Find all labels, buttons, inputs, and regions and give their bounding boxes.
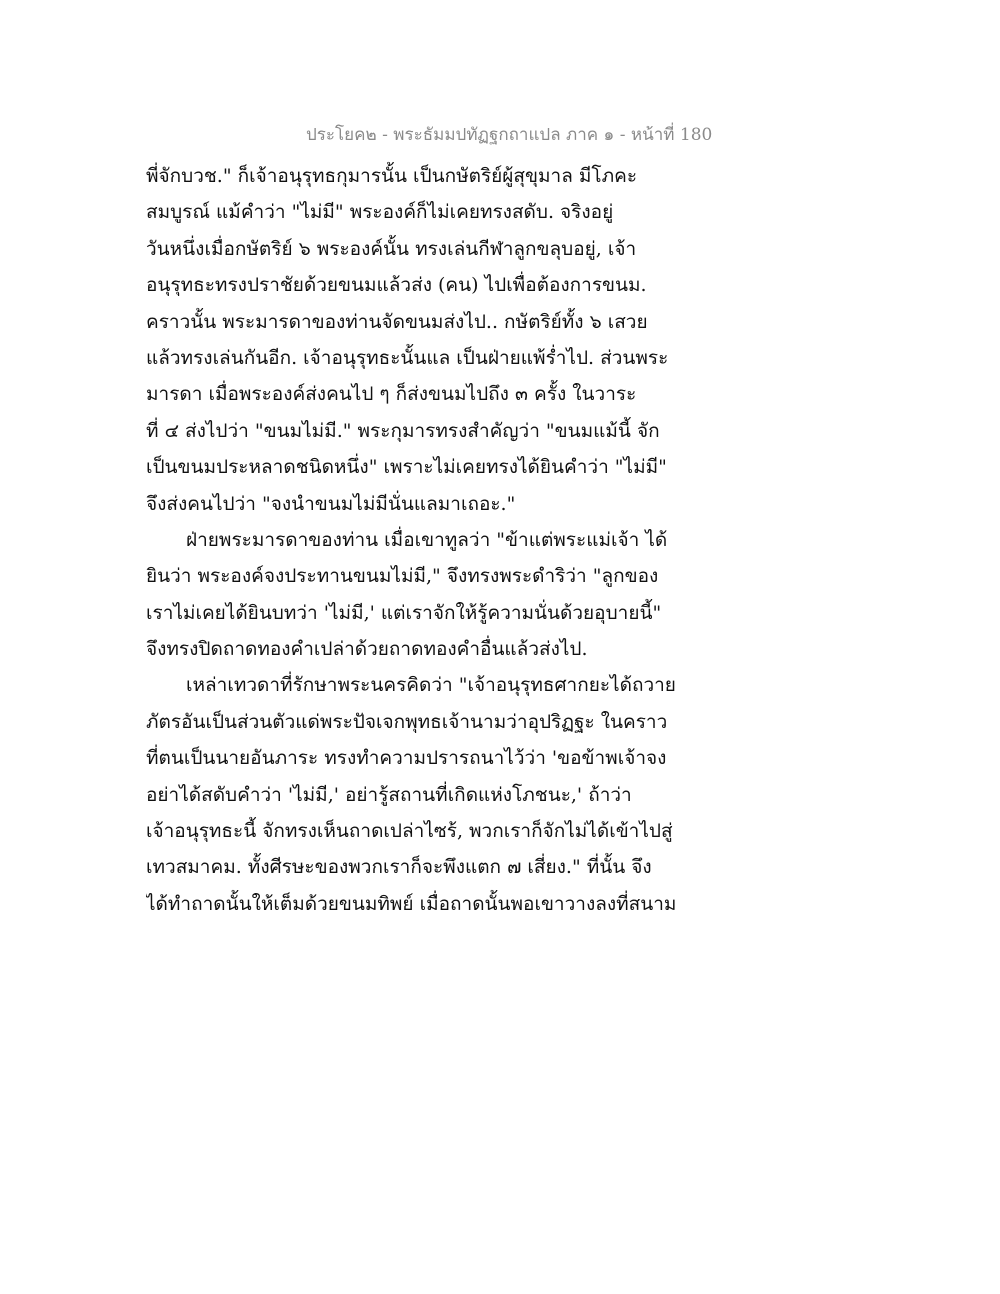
text-line: เจ้าอนุรุทธะนี้ จักทรงเห็นถาดเปล่าไซร้, พวกเราก็จักไม่ได้เข้าไปสู่ bbox=[146, 820, 673, 843]
text-line: แล้วทรงเล่นกันอีก. เจ้าอนุรุทธะนั้นแล เป็นฝ่ายแพ้ร่ำไป. ส่วนพระ bbox=[146, 346, 669, 369]
running-header: ประโยค๒ - พระธัมมปทัฏฐกถาแปล ภาค ๑ - หน้าที่ 180 bbox=[306, 125, 713, 145]
paragraph-1 bbox=[146, 158, 686, 522]
text-line: จึงส่งคนไปว่า "จงนำขนมไม่มีนั่นแลมาเถอะ." bbox=[146, 492, 516, 515]
text-line: เราไม่เคยได้ยินบทว่า 'ไม่มี,' แต่เราจักให้รู้ความนั่นด้วยอุบายนี้" bbox=[146, 601, 662, 624]
text-line: ยินว่า พระองค์จงประทานขนมไม่มี," จึงทรงพระดำริว่า "ลูกของ bbox=[146, 565, 659, 588]
text-line: อย่าได้สดับคำว่า 'ไม่มี,' อย่ารู้สถานที่เกิดแห่งโภชนะ,' ถ้าว่า bbox=[146, 783, 632, 806]
text-line: ได้ทำถาดนั้นให้เต็มด้วยขนมทิพย์ เมื่อถาดนั้นพอเขาวางลงที่สนาม bbox=[146, 892, 677, 915]
text-line: เทวสมาคม. ทั้งศีรษะของพวกเราก็จะพึงแตก ๗ เสี่ยง." ที่นั้น จึง bbox=[146, 856, 652, 879]
text-line: อนุรุทธะทรงปราชัยด้วยขนมแล้วส่ง (คน) ไปเพื่อต้องการขนม. bbox=[146, 274, 647, 297]
text-line: จึงทรงปิดถาดทองคำเปล่าด้วยถาดทองคำอื่นแล้วส่งไป. bbox=[146, 638, 588, 661]
paragraph-2 bbox=[146, 522, 686, 668]
text-line: ที่ตนเป็นนายอันภาระ ทรงทำความปรารถนาไว้ว่า 'ขอข้าพเจ้าจง bbox=[146, 747, 667, 770]
text-line: มารดา เมื่อพระองค์ส่งคนไป ๆ ก็ส่งขนมไปถึง ๓ ครั้ง ในวาระ bbox=[146, 383, 637, 406]
text-line: วันหนึ่งเมื่อกษัตริย์ ๖ พระองค์นั้น ทรงเล่นกีฬาลูกขลุบอยู่, เจ้า bbox=[146, 237, 637, 260]
text-line: เป็นขนมประหลาดชนิดหนึ่ง" เพราะไม่เคยทรงได้ยินคำว่า "ไม่มี" bbox=[146, 456, 667, 479]
text-line: ภัตรอันเป็นส่วนตัวแด่พระปัจเจกพุทธเจ้านามว่าอุปริฏฐะ ในคราว bbox=[146, 710, 668, 733]
text-line: เหล่าเทวดาที่รักษาพระนครคิดว่า "เจ้าอนุรุทธศากยะได้ถวาย bbox=[186, 674, 676, 697]
text-line: สมบูรณ์ แม้คำว่า "ไม่มี" พระองค์ก็ไม่เคยทรงสดับ. จริงอยู่ bbox=[146, 201, 614, 224]
text-line: คราวนั้น พระมารดาของท่านจัดขนมส่งไป.. กษัตริย์ทั้ง ๖ เสวย bbox=[146, 310, 648, 333]
text-line: ที่ ๔ ส่งไปว่า "ขนมไม่มี." พระกุมารทรงสำคัญว่า "ขนมแม้นี้ จัก bbox=[146, 419, 660, 442]
page-body bbox=[146, 158, 686, 922]
paragraph-3 bbox=[146, 667, 686, 922]
text-line: พี่จักบวช." ก็เจ้าอนุรุทธกุมารนั้น เป็นกษัตริย์ผู้สุขุมาล มีโภคะ bbox=[146, 165, 638, 187]
text-line: ฝ่ายพระมารดาของท่าน เมื่อเขาทูลว่า "ข้าแต่พระแม่เจ้า ได้ bbox=[186, 528, 668, 551]
